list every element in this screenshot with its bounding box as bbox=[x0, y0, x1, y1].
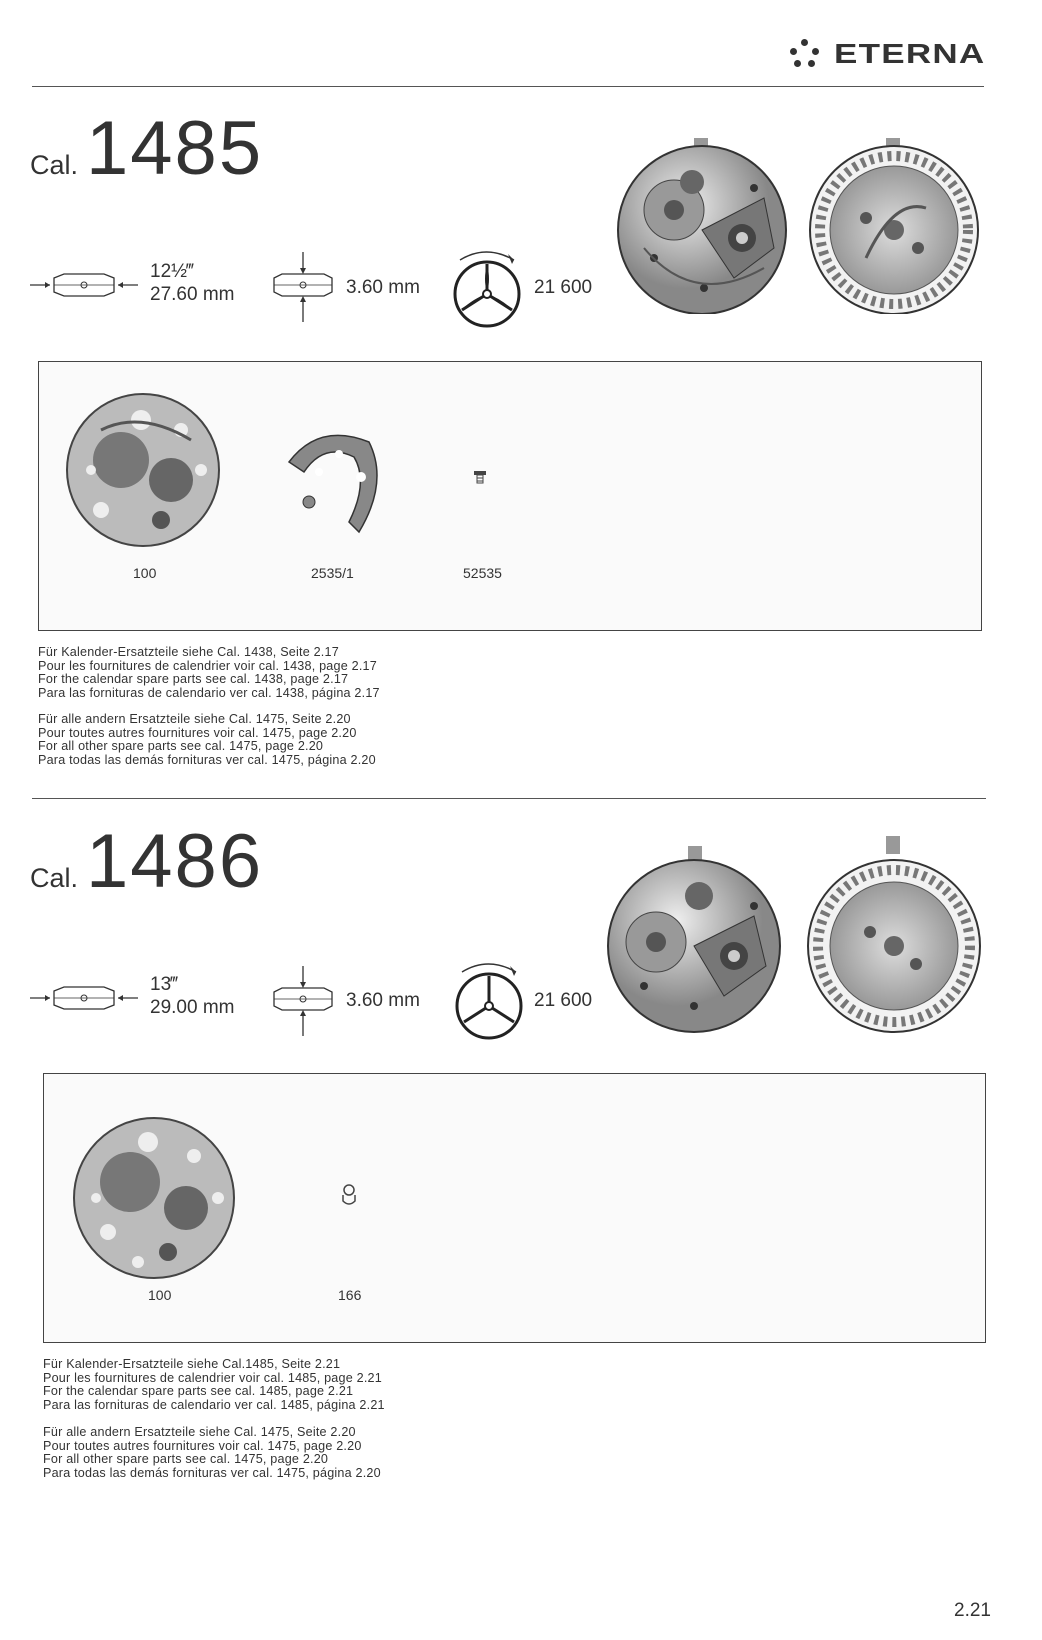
note-line: Für alle andern Ersatzteile siehe Cal. 1475, Seite 2.20 bbox=[38, 712, 351, 726]
height-spec: 3.60 mm bbox=[346, 277, 420, 298]
height-icon bbox=[272, 966, 334, 1036]
part-ref: 2535/1 bbox=[311, 565, 354, 581]
diameter-spec bbox=[150, 260, 234, 306]
movement-back-icon bbox=[604, 846, 784, 1036]
size-mm: 27.60 mm bbox=[150, 284, 235, 305]
movement-dial-side-icon bbox=[806, 138, 982, 314]
diameter-spec bbox=[150, 973, 234, 1019]
page-number: 2.21 bbox=[954, 1600, 991, 1621]
diameter-icon bbox=[30, 270, 138, 300]
note-line: Pour toutes autres fournitures voir cal. 1475, page 2.20 bbox=[38, 725, 357, 740]
size-mm: 29.00 mm bbox=[150, 997, 235, 1018]
note-line: For the calendar spare parts see cal. 1438, page 2.17 bbox=[38, 672, 349, 686]
small-part-icon bbox=[341, 1183, 357, 1207]
calibre-heading bbox=[30, 105, 263, 192]
part-ref: 100 bbox=[133, 565, 157, 581]
calendar-notes bbox=[38, 646, 380, 700]
note-line: Für alle andern Ersatzteile siehe Cal. 1475, Seite 2.20 bbox=[43, 1425, 356, 1439]
calendar-notes bbox=[43, 1358, 385, 1412]
note-line: Für Kalender-Ersatzteile siehe Cal.1485, Seite 2.21 bbox=[43, 1357, 341, 1371]
movement-back-icon bbox=[614, 138, 790, 314]
section-rule bbox=[32, 798, 986, 799]
note-line: For all other spare parts see cal. 1475, page 2.20 bbox=[38, 739, 324, 753]
five-dots-logo-icon bbox=[788, 39, 822, 69]
cal-number: 1485 bbox=[86, 106, 264, 191]
brand-logo bbox=[788, 38, 985, 70]
note-line: For all other spare parts see cal. 1475, page 2.20 bbox=[43, 1452, 329, 1466]
size-lignes: 13‴ bbox=[150, 974, 178, 995]
note-line: Para las fornituras de calendario ver cal. 1438, página 2.17 bbox=[38, 685, 380, 700]
cal-number: 1486 bbox=[86, 819, 264, 904]
balance-wheel-icon bbox=[450, 248, 524, 328]
size-lignes: 12½‴ bbox=[150, 261, 194, 282]
bridge-part-icon bbox=[279, 422, 391, 552]
note-line: Für Kalender-Ersatzteile siehe Cal. 1438, Seite 2.17 bbox=[38, 645, 339, 659]
note-line: Pour les fournitures de calendrier voir cal. 1438, page 2.17 bbox=[38, 658, 377, 673]
height-spec: 3.60 mm bbox=[346, 990, 420, 1011]
header-rule bbox=[32, 86, 984, 87]
screw-icon bbox=[473, 470, 487, 484]
spare-parts-panel bbox=[43, 1073, 986, 1343]
frequency-spec: 21 600 bbox=[534, 277, 593, 298]
other-parts-notes bbox=[38, 713, 376, 767]
spare-parts-panel bbox=[38, 361, 982, 631]
diameter-icon bbox=[30, 983, 138, 1013]
cal-prefix: Cal. bbox=[30, 863, 79, 893]
note-line: Para las fornituras de calendario ver cal. 1485, página 2.21 bbox=[43, 1397, 385, 1412]
frequency-spec: 21 600 bbox=[534, 990, 593, 1011]
other-parts-notes bbox=[43, 1426, 381, 1480]
note-line: Para todas las demás fornituras ver cal. 1475, página 2.20 bbox=[43, 1465, 381, 1480]
part-ref: 100 bbox=[148, 1287, 172, 1303]
note-line: Para todas las demás fornituras ver cal. 1475, página 2.20 bbox=[38, 752, 376, 767]
movement-dial-side-icon bbox=[804, 836, 984, 1036]
note-line: For the calendar spare parts see cal. 1485, page 2.21 bbox=[43, 1384, 354, 1398]
main-plate-icon bbox=[68, 1112, 240, 1286]
balance-wheel-icon bbox=[452, 960, 526, 1040]
part-ref: 166 bbox=[338, 1287, 362, 1303]
note-line: Pour les fournitures de calendrier voir cal. 1485, page 2.21 bbox=[43, 1370, 382, 1385]
part-ref: 52535 bbox=[463, 565, 502, 581]
cal-prefix: Cal. bbox=[30, 150, 79, 180]
note-line: Pour toutes autres fournitures voir cal. 1475, page 2.20 bbox=[43, 1438, 362, 1453]
main-plate-icon bbox=[61, 390, 227, 550]
calibre-heading bbox=[30, 818, 263, 905]
brand-name: ETERNA bbox=[833, 38, 986, 69]
height-icon bbox=[272, 252, 334, 322]
